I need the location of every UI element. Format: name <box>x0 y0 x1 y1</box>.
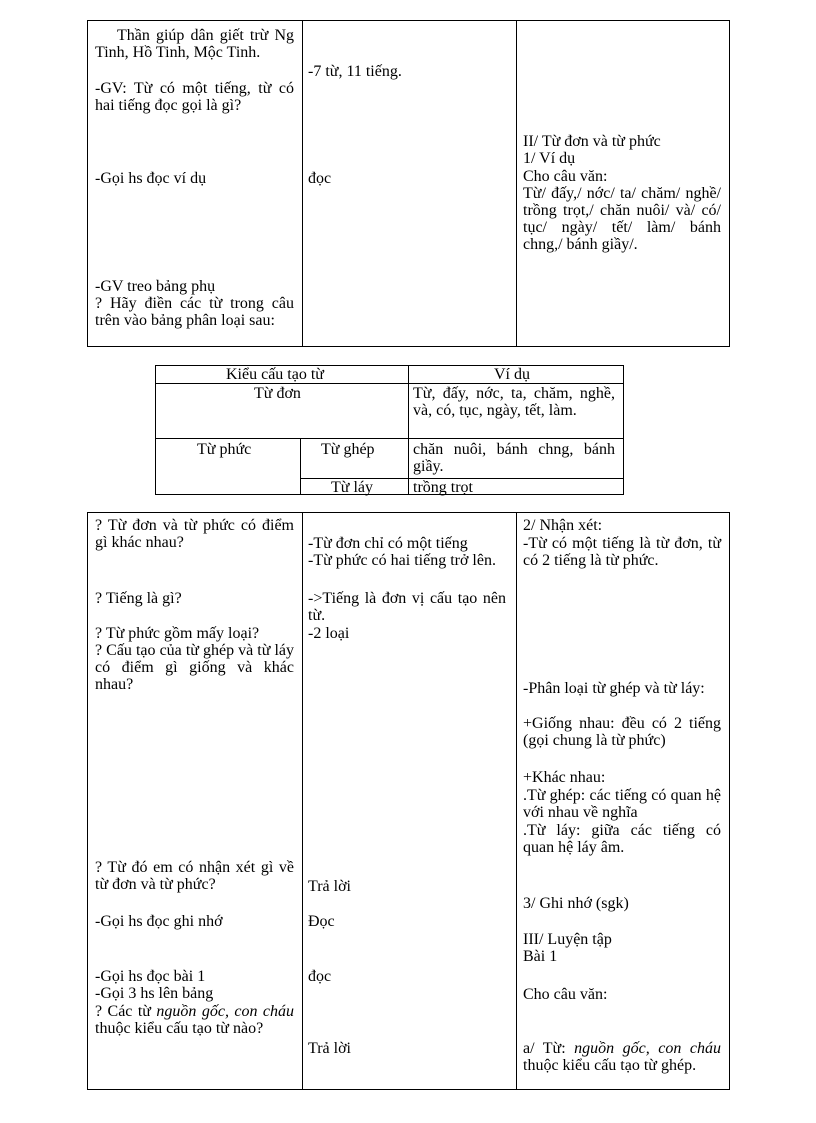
col-header-structure: Kiểu cấu tạo từ <box>226 366 324 383</box>
task-read-memory: -Gọi hs đọc ghi nhớ <box>95 913 223 930</box>
teacher-read-example: -Gọi hs đọc ví dụ <box>95 170 207 187</box>
teacher-board: -GV treo bảng phụ <box>95 278 216 295</box>
exercise-answer <box>523 1040 721 1088</box>
remark-heading: 2/ Nhận xét: <box>523 517 603 534</box>
difference-heading: +Khác nhau: <box>523 769 606 786</box>
question-word-structure-pre: ? Các từ <box>95 1003 151 1020</box>
example-heading: 1/ Ví dụ <box>523 150 576 167</box>
exercise-answer-post: thuộc kiểu cấu tạo từ ghép. <box>523 1057 697 1074</box>
teacher-question-text: -GV: Từ có một tiếng, từ có hai tiếng đọc gọi là gì? <box>95 80 294 114</box>
compound-word-label: Từ ghép <box>321 441 375 458</box>
answer-reply-1: Trả lời <box>308 878 351 895</box>
question-difference: ? Từ đơn và từ phức có điểm gì khác nhau? <box>95 517 294 551</box>
memory-note-heading: 3/ Ghi nhớ (sgk) <box>523 895 629 912</box>
answer-complex-word: -Từ phức có hai tiếng trở lên. <box>308 552 496 569</box>
question-word-structure-italic: nguồn gốc, con cháu <box>156 1003 295 1020</box>
question-syllable: ? Tiếng là gì? <box>95 590 182 607</box>
sentence-label: Cho câu văn: <box>523 168 608 185</box>
task-read-exercise-1: -Gọi hs đọc bài 1 <box>95 968 206 985</box>
complex-word-label: Từ phức <box>197 441 252 458</box>
practice-heading: III/ Luyện tập <box>523 931 612 948</box>
teacher-fill-table: ? Hãy điền các từ trong câu trên vào bảng phân loại sau: <box>95 295 294 329</box>
example-sentence: Từ/ đấy,/ nớc/ ta/ chăm/ nghề/ trồng trọt,/ chăn nuôi/ và/ có/ tục/ ngày/ tết/ làm/ bánh chng,/ bánh giầy/. <box>523 185 721 253</box>
col-header-example: Ví dụ <box>494 366 530 383</box>
student-read: đọc <box>308 170 332 187</box>
remark-text: -Từ có một tiếng là từ đơn, từ có 2 tiếng là từ phức. <box>523 535 721 569</box>
reduplicative-word-label: Từ láy <box>331 479 373 496</box>
question-compound-vs-redup: ? Cấu tạo của từ ghép và từ láy có điểm gì giống và khác nhau? <box>95 642 294 693</box>
classification-heading: -Phân loại từ ghép và từ láy: <box>523 680 705 697</box>
reduplicative-word-examples: trồng trọt <box>413 479 473 496</box>
exercise-1-heading: Bài 1 <box>523 948 558 965</box>
teacher-intro-text: Thần giúp dân giết trừ Ng Tinh, Hồ Tinh, Mộc Tinh. <box>95 27 294 61</box>
compound-word-examples: chăn nuôi, bánh chng, bánh giầy. <box>413 441 615 475</box>
reduplicative-difference: .Từ láy: giữa các tiếng có quan hệ láy âm. <box>523 822 721 856</box>
question-conclusion: ? Từ đó em có nhận xét gì về từ đơn và từ phức? <box>95 859 294 893</box>
task-call-students: -Gọi 3 hs lên bảng <box>95 985 214 1002</box>
exercise-sentence-label: Cho câu văn: <box>523 986 608 1003</box>
exercise-answer-italic: nguồn gốc, con cháu <box>574 1040 721 1057</box>
student-answer-words: -7 từ, 11 tiếng. <box>308 63 402 80</box>
single-word-label: Từ đơn <box>254 385 301 402</box>
single-word-examples: Từ, đấy, nớc, ta, chăm, nghề, và, có, tục, ngày, tết, làm. <box>413 385 615 419</box>
answer-two-types: -2 loại <box>308 625 350 642</box>
answer-single-word: -Từ đơn chỉ có một tiếng <box>308 535 468 552</box>
exercise-answer-pre: a/ Từ: <box>523 1040 566 1057</box>
section-heading-ii: II/ Từ đơn và từ phức <box>523 133 661 150</box>
answer-reply-2: Trả lời <box>308 1040 351 1057</box>
question-word-structure <box>95 1003 294 1037</box>
compound-difference: .Từ ghép: các tiếng có quan hệ với nhau về nghĩa <box>523 787 721 821</box>
answer-read-memory: Đọc <box>308 913 335 930</box>
question-complex-types: ? Từ phức gồm mấy loại? <box>95 625 260 642</box>
similarity-text: +Giống nhau: đều có 2 tiếng (gọi chung là từ phức) <box>523 715 721 749</box>
answer-read-exercise: đọc <box>308 968 332 985</box>
answer-syllable: ->Tiếng là đơn vị cấu tạo nên từ. <box>308 590 506 624</box>
question-word-structure-post: thuộc kiểu cấu tạo từ nào? <box>95 1020 264 1037</box>
